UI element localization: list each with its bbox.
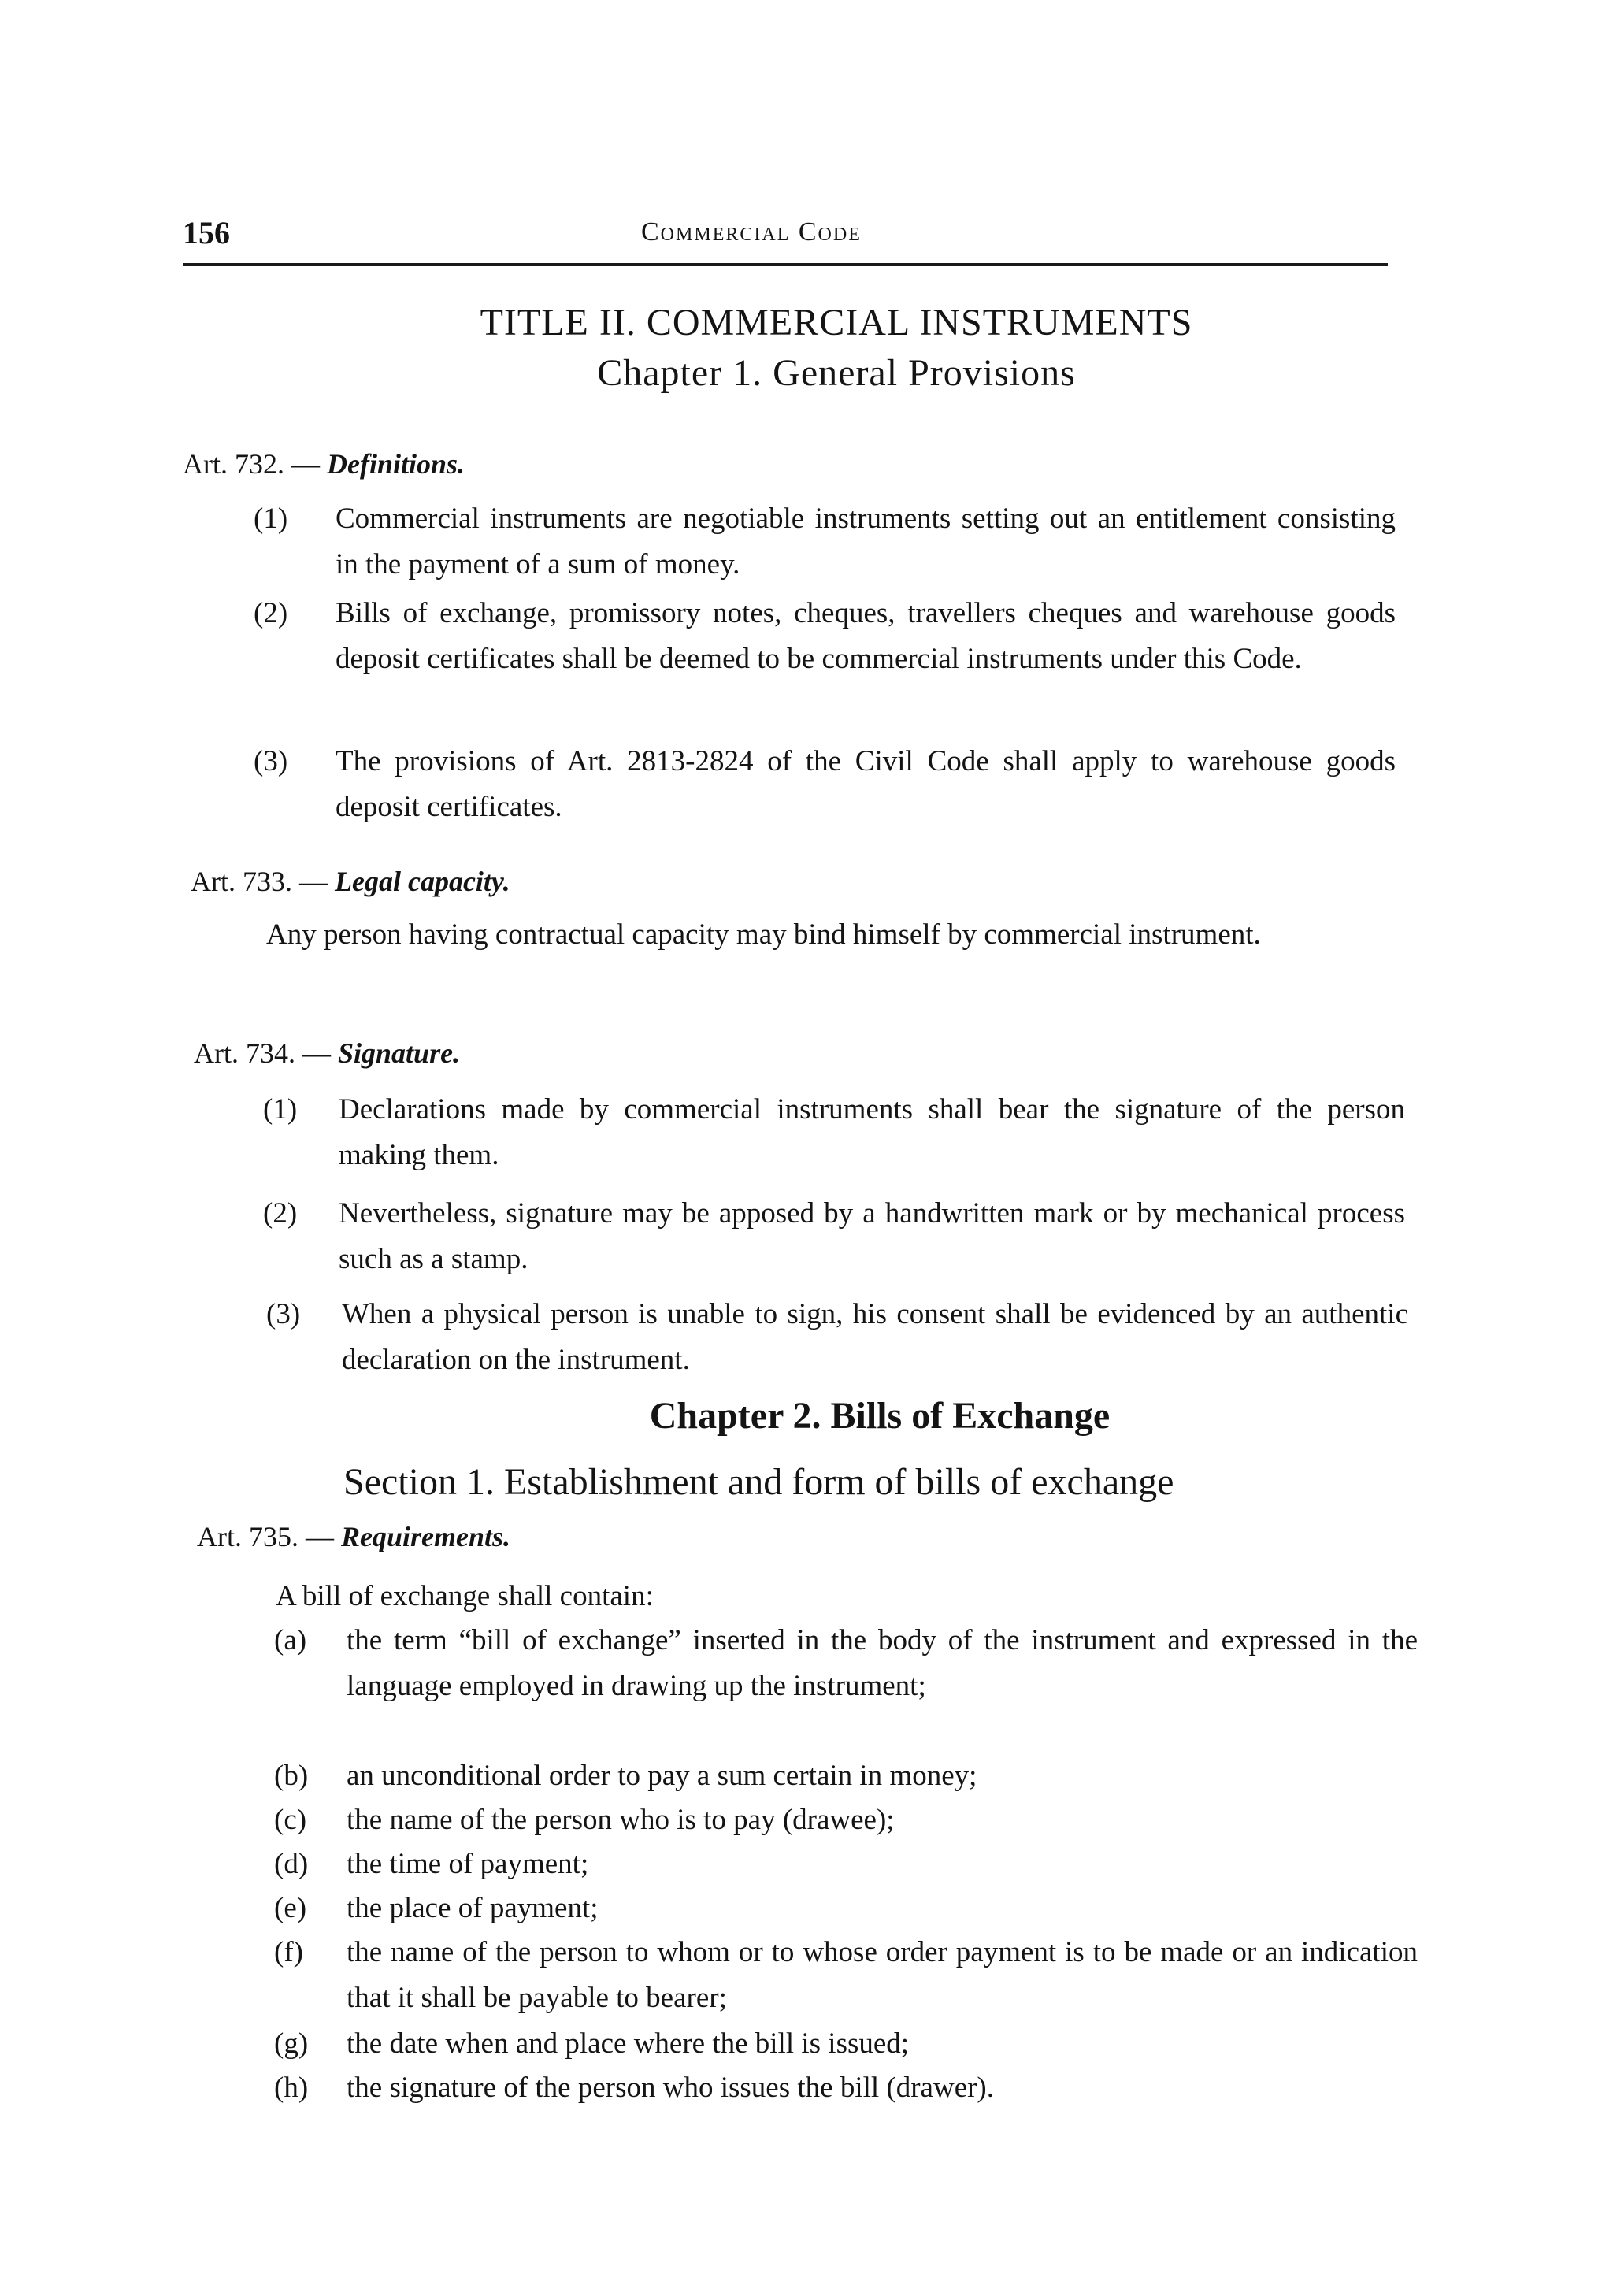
item-label: (e)	[274, 1892, 307, 1924]
chapter-1-heading: Chapter 1. General Provisions	[597, 352, 1076, 394]
item-text: Commercial instruments are negotiable instruments setting out an entitlement consisting in the payment of a sum of money.	[336, 503, 1396, 580]
item-label: (a)	[274, 1624, 307, 1656]
art-735-item-c	[274, 1797, 1418, 1843]
art-735-number: Art. 735. —	[197, 1521, 334, 1552]
item-text: When a physical person is unable to sign, his consent shall be evidenced by an authentic declaration on the instrument.	[342, 1298, 1408, 1376]
item-text: the date when and place where the bill is issued;	[347, 2027, 910, 2060]
item-label: (2)	[254, 597, 288, 629]
art-735-item-b	[274, 1753, 1418, 1799]
section-1-heading: Section 1. Establishment and form of bills of exchange	[343, 1461, 1174, 1503]
art-735-intro: A bill of exchange shall contain:	[276, 1580, 654, 1612]
item-text: the name of the person to whom or to whose order payment is to be made or an indication that it shall be payable to bearer;	[347, 1936, 1418, 2014]
art-732-item-2	[254, 591, 1396, 733]
item-text: the signature of the person who issues the bill (drawer).	[347, 2072, 995, 2104]
art-735-item-a	[274, 1618, 1418, 1756]
item-label: (b)	[274, 1760, 309, 1792]
art-735-item-f	[274, 1930, 1418, 2021]
art-733-heading	[191, 865, 510, 898]
item-text: the time of payment;	[347, 1848, 589, 1880]
art-734-name: Signature.	[338, 1037, 461, 1069]
item-label: (3)	[266, 1298, 301, 1330]
item-label: (h)	[274, 2072, 309, 2104]
art-732-item-3	[254, 739, 1396, 833]
art-733-name: Legal capacity.	[335, 866, 510, 897]
item-label: (1)	[263, 1093, 298, 1126]
item-text: Declarations made by commercial instruments shall bear the signature of the person making them.	[339, 1093, 1405, 1171]
art-735-heading	[197, 1520, 510, 1553]
art-733-number: Art. 733. —	[191, 866, 328, 897]
art-733-text: Any person having contractual capacity may bind himself by commercial instrument.	[266, 918, 1261, 951]
art-732-item-1	[254, 496, 1396, 591]
title-block	[183, 298, 1388, 399]
item-label: (1)	[254, 503, 288, 535]
page-number: 156	[183, 215, 230, 250]
item-text: an unconditional order to pay a sum certain in money;	[347, 1760, 977, 1792]
item-label: (3)	[254, 745, 288, 777]
item-text: the name of the person who is to pay (drawee);	[347, 1804, 895, 1836]
chapter-2-heading: Chapter 2. Bills of Exchange	[649, 1395, 1111, 1437]
art-732-number: Art. 732. —	[183, 448, 320, 480]
item-label: (g)	[274, 2027, 309, 2060]
art-734-item-1	[263, 1087, 1405, 1181]
item-text: the place of payment;	[347, 1892, 599, 1924]
art-735-item-e	[274, 1886, 1418, 1931]
item-label: (c)	[274, 1804, 307, 1836]
art-734-item-3	[266, 1292, 1408, 1386]
art-735-name: Requirements.	[341, 1521, 511, 1552]
art-734-heading	[194, 1037, 460, 1070]
art-735-item-g	[274, 2021, 1418, 2067]
art-732-heading	[183, 447, 465, 480]
title-heading: TITLE II. COMMERCIAL INSTRUMENTS	[480, 302, 1193, 343]
item-text: Nevertheless, signature may be apposed by a handwritten mark or by mechanical process such as a stamp.	[339, 1197, 1405, 1275]
art-734-number: Art. 734. —	[194, 1037, 331, 1069]
art-732-name: Definitions.	[327, 448, 465, 480]
item-label: (d)	[274, 1848, 309, 1880]
art-735-item-d	[274, 1842, 1418, 1887]
item-label: (f)	[274, 1936, 303, 1968]
header-rule	[183, 263, 1388, 266]
running-head	[183, 214, 1388, 265]
running-title: Commercial Code	[641, 217, 862, 247]
item-text: The provisions of Art. 2813-2824 of the Civil Code shall apply to warehouse goods deposit certificates.	[336, 745, 1396, 823]
art-735-item-h	[274, 2065, 1418, 2111]
item-text: the term “bill of exchange” inserted in the body of the instrument and expressed in the language employed in drawing up the instrument;	[347, 1624, 1418, 1702]
item-label: (2)	[263, 1197, 298, 1230]
art-734-item-2	[263, 1191, 1405, 1285]
item-text: Bills of exchange, promissory notes, cheques, travellers cheques and warehouse goods deposit certificates shall be deemed to be commercial instruments under this Code.	[336, 597, 1396, 675]
